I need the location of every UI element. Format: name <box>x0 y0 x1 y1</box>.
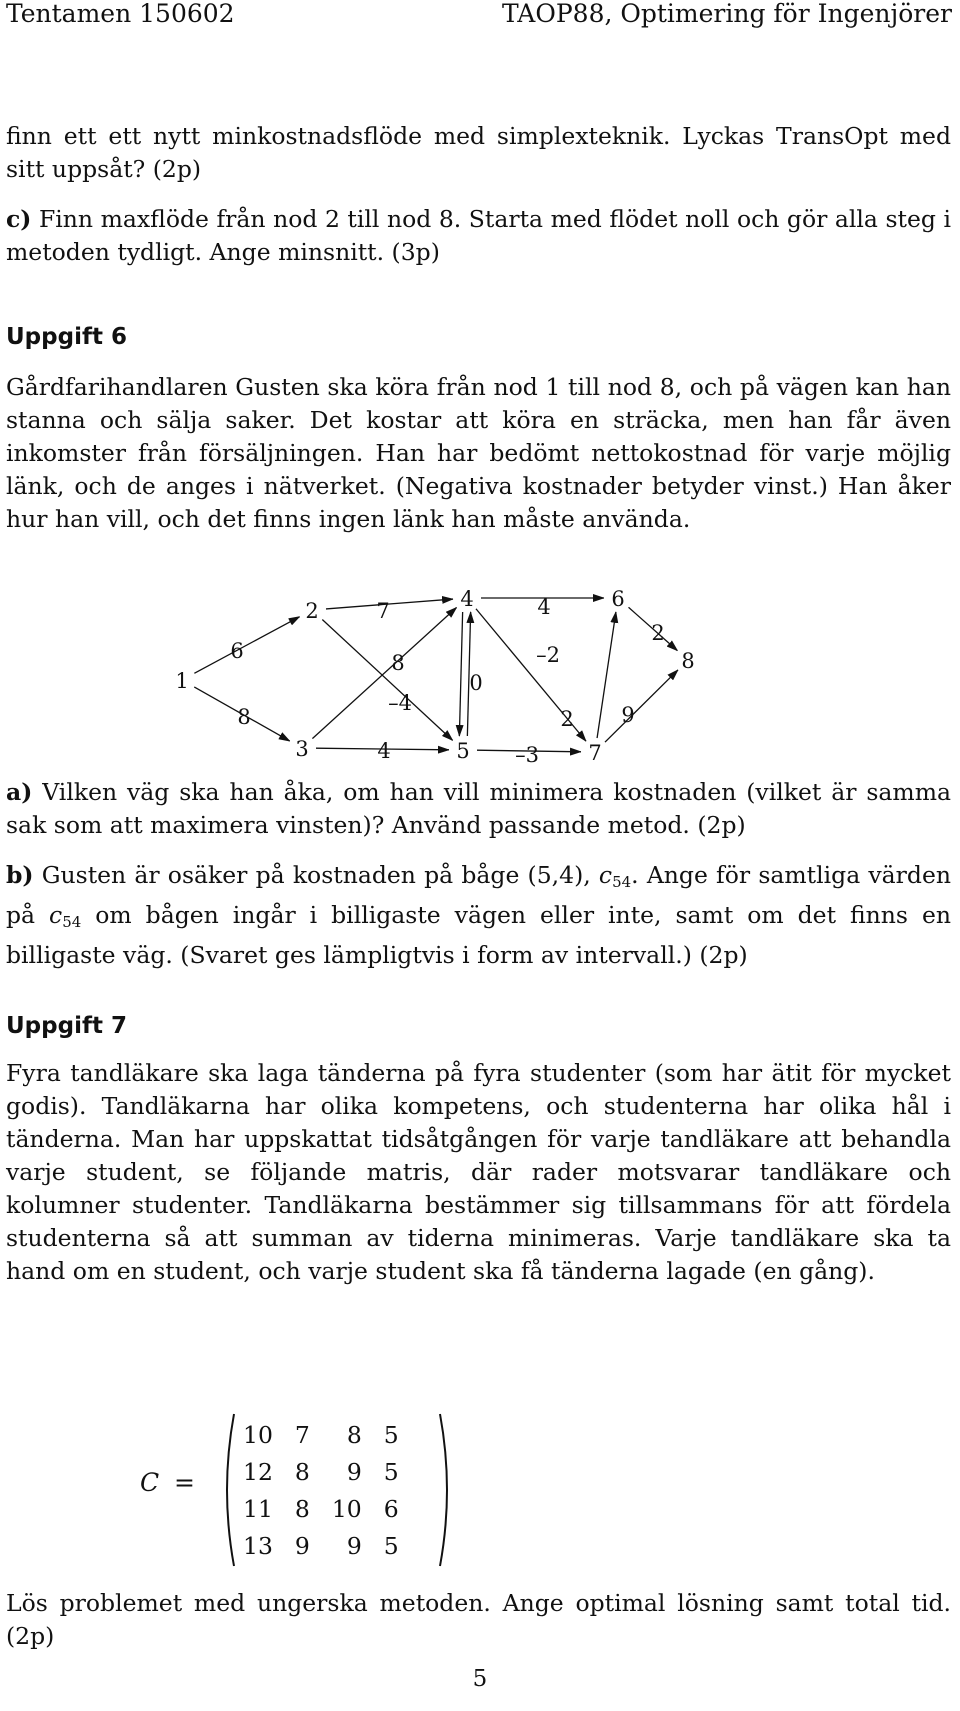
graph-edges <box>194 598 678 752</box>
task7-heading: Uppgift 7 <box>6 1013 127 1039</box>
header-course-exam: Tentamen 150602 <box>6 0 235 28</box>
node-label: 8 <box>681 649 695 673</box>
part-a-label: a) <box>6 778 33 806</box>
right-paren-icon <box>436 1410 456 1570</box>
part-b-text-1: Gusten är osäker på kostnaden på båge (5,4), <box>33 861 599 889</box>
matrix-cell: 7 <box>294 1420 310 1449</box>
node-label: 2 <box>305 599 319 623</box>
edge-cost-label: 8 <box>237 705 251 729</box>
matrix-row <box>232 1453 410 1490</box>
part-b-label: b) <box>6 861 34 889</box>
edge-cost-label: –4 <box>388 691 412 715</box>
cost-subscript-2: 54 <box>62 913 82 931</box>
matrix-cell: 5 <box>383 1457 399 1486</box>
node-label: 4 <box>460 590 474 611</box>
part-b-text-2: . Ange för samtliga värden på <box>6 861 951 929</box>
header-course-title: TAOP88, Optimering för Ingenjörer <box>502 0 952 28</box>
cost-matrix <box>140 1410 460 1570</box>
matrix-cell: 5 <box>383 1531 399 1560</box>
task6-body: Gårdfarihandlaren Gusten ska köra från nod 1 till nod 8, och på vägen kan han stanna och sälja saker. Det kostar att köra en sträcka, men han får även inkomster från försäljningen. Han har bedömt nettokostnad för varje möjlig länk, och de anges i nätverket. (Negativa kostnader betyder vinst.) Han åker hur han vill, och det finns ingen länk han måste använda. <box>6 373 951 533</box>
edge-cost-label: 2 <box>651 621 665 645</box>
node-label: 7 <box>588 741 602 765</box>
node-label: 1 <box>175 669 189 693</box>
edge-cost-label: 8 <box>391 651 405 675</box>
node-label: 3 <box>295 737 309 761</box>
edge-cost-label: 6 <box>230 639 244 663</box>
edge-cost-label: 9 <box>621 703 635 727</box>
edge-cost-label: 4 <box>537 595 551 619</box>
graph-nodes <box>168 590 702 766</box>
intro-line: finn ett ett nytt minkostnadsflöde med simplexteknik. Lyckas TransOpt med sitt uppsåt? (2p) <box>6 122 951 183</box>
node-label: 5 <box>456 739 470 763</box>
part-b-text-3: om bågen ingår i billigaste vägen eller inte, samt om det finns en billigaste väg. (Svaret ges lämpligtvis i form av intervall.) (2p) <box>6 901 951 969</box>
edge-2-5 <box>322 620 452 741</box>
part-a-body: Vilken väg ska han åka, om han vill minimera kostnaden (vilket är samma sak som att maximera vinsten)? Använd passande metod. (2p) <box>6 778 951 839</box>
edge-cost-label: –2 <box>536 643 560 667</box>
task7-closing: Lös problemet med ungerska metoden. Ange optimal lösning samt total tid. (2p) <box>6 1589 951 1650</box>
matrix-cell: 9 <box>346 1457 362 1486</box>
matrix-row <box>232 1416 410 1453</box>
matrix-cell: 9 <box>346 1531 362 1560</box>
edge-cost-label: 0 <box>469 671 483 695</box>
edge-1-2 <box>194 617 299 674</box>
matrix-table <box>232 1416 410 1564</box>
part-c-body: Finn maxflöde från nod 2 till nod 8. Starta med flödet noll och gör alla steg i metoden tydligt. Ange minsnitt. (3p) <box>6 205 951 266</box>
task6-part-b <box>6 859 951 972</box>
matrix-cell: 6 <box>383 1494 399 1523</box>
matrix-cell: 9 <box>294 1531 310 1560</box>
cost-subscript: 54 <box>612 873 632 891</box>
matrix-cell: 8 <box>294 1494 310 1523</box>
matrix-cell: 10 <box>243 1420 273 1449</box>
task6-part-a <box>6 776 951 842</box>
matrix-symbol: C <box>140 1468 160 1497</box>
matrix-cell: 8 <box>346 1420 362 1449</box>
cost-symbol-2: c <box>49 901 63 929</box>
edge-cost-label: 4 <box>377 739 391 763</box>
edge-7-8 <box>605 670 678 742</box>
matrix-cell: 12 <box>243 1457 273 1486</box>
edge-cost-label: 7 <box>376 599 390 623</box>
edge-4-5 <box>459 612 462 736</box>
edge-3-4 <box>312 607 456 738</box>
network-graph <box>140 590 740 790</box>
matrix-cell: 11 <box>243 1494 273 1523</box>
page-number: 5 <box>472 1666 488 1692</box>
task7-body: Fyra tandläkare ska laga tänderna på fyra studenter (som har ätit för mycket godis). Tandläkarna har olika kompetens, och studenterna har olika hål i tänderna. Man har uppskattat tidsåtgången för varje tandläkare att behandla varje student, se följande matris, där rader motsvarar tandläkare och kolumner studenter. Tandläkarna bestämmer sig tillsammans för att fördela studenterna så att summan av tiderna minimeras. Varje tandläkare ska ta hand om en student, och varje student ska få tänderna lagade (en gång). <box>6 1059 951 1285</box>
matrix-cell: 5 <box>383 1420 399 1449</box>
matrix-row <box>232 1527 410 1564</box>
matrix-cell: 10 <box>331 1494 362 1523</box>
node-label: 6 <box>611 590 625 611</box>
matrix-equals: = <box>174 1468 195 1497</box>
edge-7-6 <box>597 612 616 738</box>
part-c-text <box>6 203 951 269</box>
matrix-cell: 13 <box>243 1531 273 1560</box>
matrix-cell: 8 <box>294 1457 310 1486</box>
part-c-label: c) <box>6 205 32 233</box>
edge-cost-label: –3 <box>515 743 539 767</box>
cost-symbol: c <box>598 861 613 889</box>
edge-cost-label: 2 <box>560 707 574 731</box>
matrix-row <box>232 1490 410 1527</box>
task6-heading: Uppgift 6 <box>6 324 127 350</box>
